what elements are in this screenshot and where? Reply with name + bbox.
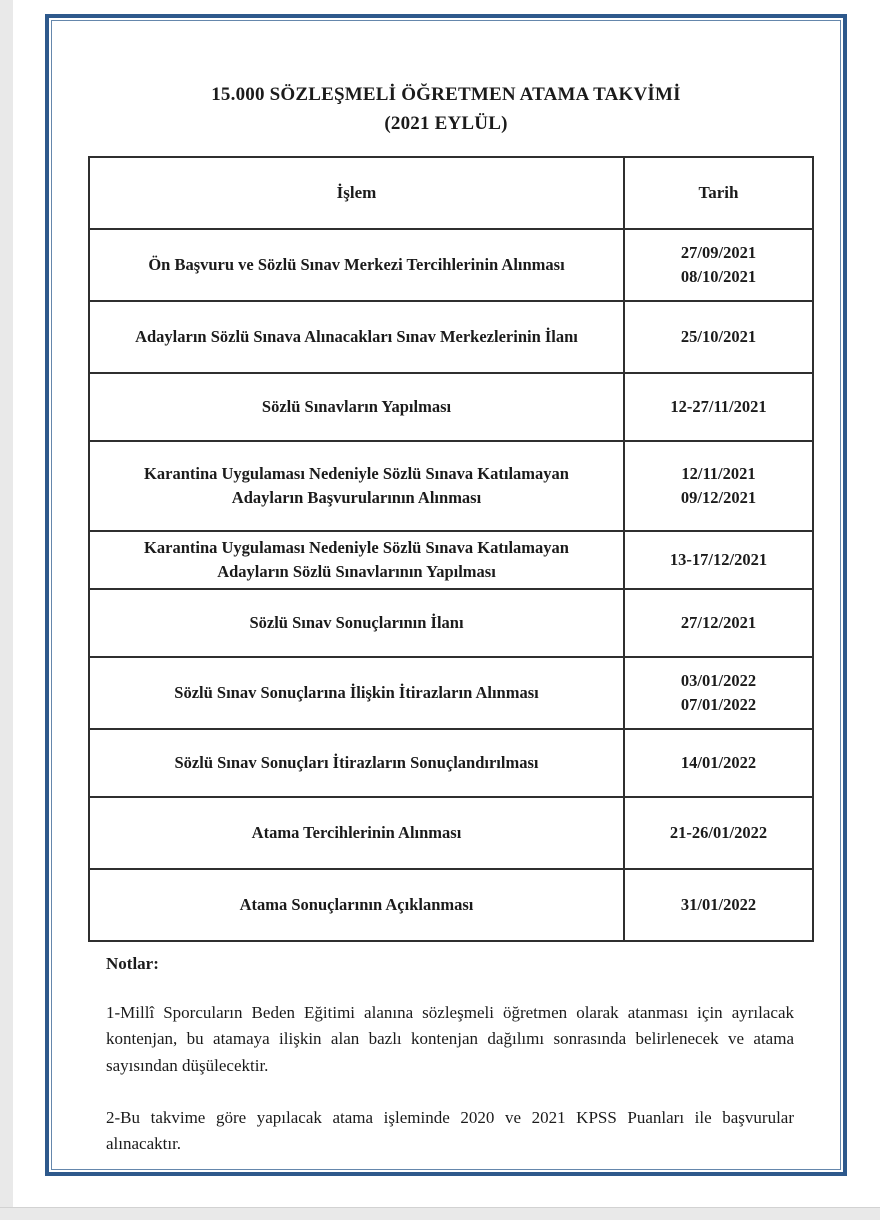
table-row — [89, 531, 813, 589]
table-row — [89, 441, 813, 531]
column-header-islem: İşlem — [89, 157, 624, 229]
table-row — [89, 657, 813, 729]
tarih-cell: 12-27/11/2021 — [624, 373, 813, 441]
table-row — [89, 797, 813, 869]
tarih-cell: 13-17/12/2021 — [624, 531, 813, 589]
document-title-line2: (2021 EYLÜL) — [384, 112, 508, 134]
column-header-tarih: Tarih — [624, 157, 813, 229]
islem-cell: Sözlü Sınav Sonuçlarının İlanı — [89, 589, 624, 657]
scan-edge-left — [0, 0, 13, 1220]
tarih-cell: 31/01/2022 — [624, 869, 813, 941]
tarih-cell: 14/01/2022 — [624, 729, 813, 797]
islem-cell: Karantina Uygulaması Nedeniyle Sözlü Sınava Katılamayan Adayların Sözlü Sınavlarının Yapılması — [89, 531, 624, 589]
header-row — [89, 157, 813, 229]
table-row — [89, 229, 813, 301]
notes-heading: Notlar: — [106, 953, 159, 973]
tarih-cell: 25/10/2021 — [624, 301, 813, 373]
scan-edge-bottom — [0, 1207, 880, 1220]
tarih-cell: 03/01/2022 07/01/2022 — [624, 657, 813, 729]
table-row — [89, 301, 813, 373]
table-row — [89, 373, 813, 441]
islem-cell: Sözlü Sınavların Yapılması — [89, 373, 624, 441]
islem-cell: Sözlü Sınav Sonuçlarına İlişkin İtirazların Alınması — [89, 657, 624, 729]
tarih-cell: 27/09/2021 08/10/2021 — [624, 229, 813, 301]
tarih-cell: 27/12/2021 — [624, 589, 813, 657]
schedule-table-header — [89, 157, 813, 229]
schedule-table — [88, 156, 814, 942]
tarih-cell: 21-26/01/2022 — [624, 797, 813, 869]
islem-cell: Atama Tercihlerinin Alınması — [89, 797, 624, 869]
document-title — [52, 81, 840, 138]
table-row — [89, 729, 813, 797]
islem-cell: Atama Sonuçlarının Açıklanması — [89, 869, 624, 941]
islem-cell: Adayların Sözlü Sınava Alınacakları Sınav Merkezlerinin İlanı — [89, 301, 624, 373]
islem-cell: Karantina Uygulaması Nedeniyle Sözlü Sınava Katılamayan Adayların Başvurularının Alınması — [89, 441, 624, 531]
table-row — [89, 869, 813, 941]
page-border-frame — [45, 14, 847, 1176]
notes-section — [106, 954, 794, 1158]
note-item-2: 2-Bu takvime göre yapılacak atama işleminde 2020 ve 2021 KPSS Puanları ile başvurular alınacaktır. — [106, 1107, 794, 1154]
page-border-frame-inner — [51, 20, 841, 1170]
schedule-table-body — [89, 229, 813, 941]
islem-cell: Ön Başvuru ve Sözlü Sınav Merkezi Tercihlerinin Alınması — [89, 229, 624, 301]
tarih-cell: 12/11/2021 09/12/2021 — [624, 441, 813, 531]
note-item-1: 1-Millî Sporcuların Beden Eğitimi alanına sözleşmeli öğretmen olarak atanması için ayrılacak kontenjan, bu atamaya ilişkin alan bazlı kontenjan dağılımı sonrasında belirlenecek ve atama sayısından düşülecektir. — [106, 1002, 794, 1075]
document-title-line1: 15.000 SÖZLEŞMELİ ÖĞRETMEN ATAMA TAKVİMİ — [211, 84, 681, 105]
islem-cell: Sözlü Sınav Sonuçları İtirazların Sonuçlandırılması — [89, 729, 624, 797]
table-row — [89, 589, 813, 657]
